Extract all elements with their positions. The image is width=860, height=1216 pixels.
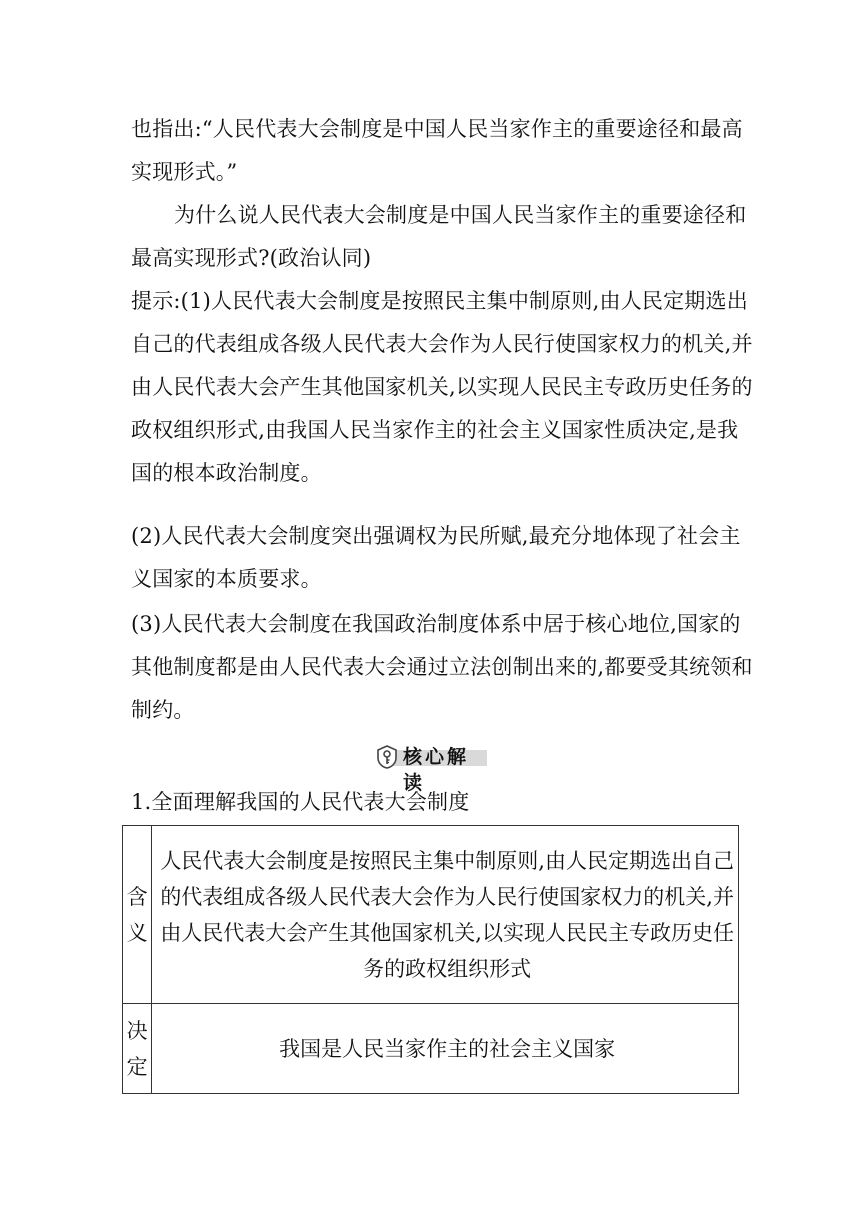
row-content-meaning bbox=[152, 826, 739, 1004]
hint-line: 提示:(1)人民代表大会制度是按照民主集中制原则,由人民定期选出 bbox=[131, 289, 748, 313]
cell-line: 由人民代表大会产生其他国家机关,以实现人民民主专政历史任 bbox=[160, 920, 734, 945]
hint-line: 由人民代表大会产生其他国家机关,以实现人民民主专政历史任务的 bbox=[131, 375, 753, 399]
row-header-meaning bbox=[123, 826, 152, 1004]
section-header-title: 核心解读 bbox=[403, 746, 470, 794]
hint-line: 制约。 bbox=[131, 698, 195, 722]
cell-line: 我国是人民当家作主的社会主义国家 bbox=[279, 1036, 616, 1061]
paragraph-line: 也指出:“人民代表大会制度是中国人民当家作主的重要途径和最高 bbox=[131, 117, 743, 141]
cell-line: 人民代表大会制度是按照民主集中制原则,由人民定期选出自己 bbox=[160, 848, 734, 873]
row-content-determined bbox=[152, 1004, 739, 1094]
table-row bbox=[123, 826, 739, 1004]
row-header-char: 决 bbox=[126, 1018, 148, 1043]
table-row bbox=[123, 1004, 739, 1094]
question-line: 最高实现形式?(政治认同) bbox=[131, 246, 372, 270]
cell-line: 的代表组成各级人民代表大会作为人民行使国家权力的机关,并 bbox=[160, 884, 734, 909]
row-header-char: 定 bbox=[126, 1054, 148, 1079]
hint-line: 其他制度都是由人民代表大会通过立法创制出来的,都要受其统领和 bbox=[131, 655, 753, 679]
row-header-char: 义 bbox=[126, 920, 148, 945]
hint-line: 义国家的本质要求。 bbox=[131, 567, 322, 591]
hint-line: (2)人民代表大会制度突出强调权为民所赋,最充分地体现了社会主 bbox=[131, 524, 741, 548]
hint-line: 自己的代表组成各级人民代表大会作为人民行使国家权力的机关,并 bbox=[131, 332, 753, 356]
paragraph-line: 实现形式。” bbox=[131, 160, 238, 184]
subheading: 1.全面理解我国的人民代表大会制度 bbox=[131, 790, 470, 814]
hint-line: (3)人民代表大会制度在我国政治制度体系中居于核心地位,国家的 bbox=[131, 612, 741, 636]
row-header-determined bbox=[123, 1004, 152, 1094]
row-header-char: 含 bbox=[126, 884, 148, 909]
hint-line: 国的根本政治制度。 bbox=[131, 461, 322, 485]
question-line: 为什么说人民代表大会制度是中国人民当家作主的重要途径和 bbox=[174, 203, 747, 227]
cell-line: 务的政权组织形式 bbox=[363, 956, 532, 981]
definition-table bbox=[122, 825, 739, 1094]
hint-line: 政权组织形式,由我国人民当家作主的社会主义国家性质决定,是我 bbox=[131, 418, 739, 442]
key-badge-icon bbox=[375, 744, 399, 770]
section-header bbox=[375, 742, 487, 794]
